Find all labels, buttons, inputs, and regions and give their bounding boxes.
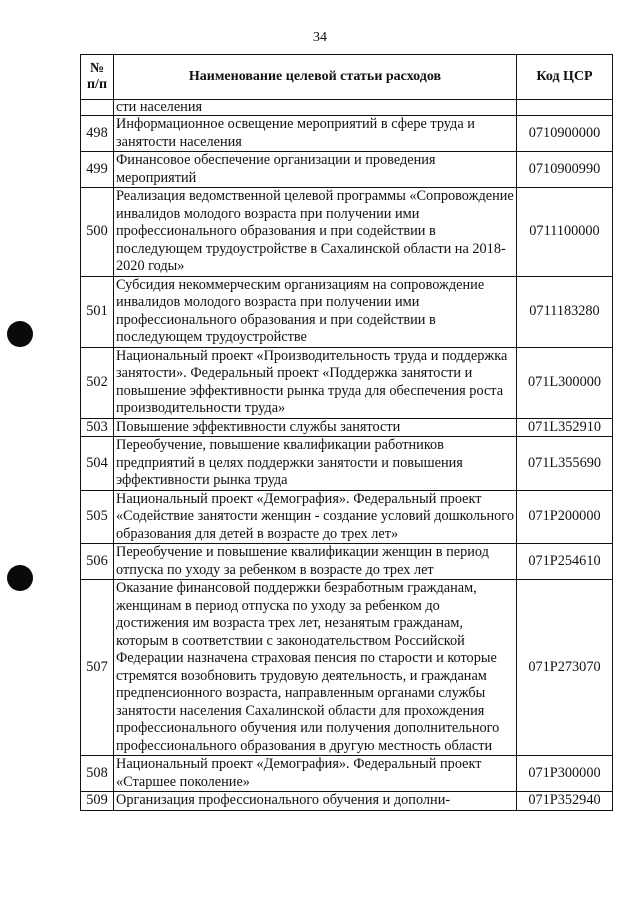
table-row	[81, 756, 613, 792]
table-row	[81, 152, 613, 188]
column-header-number	[81, 55, 114, 100]
table-cell-number: 498	[81, 116, 114, 152]
table-cell-name: Переобучение, повышение квалификации работников предприятий в целях поддержки занятости и повышения эффективности рынка труда	[114, 437, 517, 491]
table-cell-code: 071L355690	[517, 437, 613, 491]
table-cell-number: 506	[81, 544, 114, 580]
table-row	[81, 544, 613, 580]
punch-hole-mark	[7, 565, 33, 591]
table-row	[81, 418, 613, 437]
table-cell-name: Национальный проект «Демография». Федеральный проект «Старшее поколение»	[114, 756, 517, 792]
table-cell-name: Повышение эффективности службы занятости	[114, 418, 517, 437]
table-row	[81, 347, 613, 418]
table-row	[81, 792, 613, 811]
table-cell-code: 0711100000	[517, 188, 613, 277]
table-cell-number: 500	[81, 188, 114, 277]
table-cell-number: 502	[81, 347, 114, 418]
table-cell-number: 505	[81, 490, 114, 544]
column-header-number-line1: №	[89, 61, 105, 76]
table-cell-code: 071P254610	[517, 544, 613, 580]
table-cell-code: 071P273070	[517, 580, 613, 756]
table-cell-name: Финансовое обеспечение организации и проведения мероприятий	[114, 152, 517, 188]
table-row	[81, 490, 613, 544]
column-header-number-line2: п/п	[86, 77, 108, 92]
table-cell-code: 0710900000	[517, 116, 613, 152]
column-header-code: Код ЦСР	[517, 55, 613, 100]
table-cell-number: 501	[81, 276, 114, 347]
table-cell-code: 0710900990	[517, 152, 613, 188]
table-cell-name: Национальный проект «Производительность труда и поддержка занятости». Федеральный проект «Поддержка занятости и повышение эффективности рынка труда для обеспечения роста производительности труда»	[114, 347, 517, 418]
table-row	[81, 580, 613, 756]
table-cell-code: 071L352910	[517, 418, 613, 437]
table-cell-number	[81, 100, 114, 116]
punch-hole-mark	[7, 321, 33, 347]
column-header-name: Наименование целевой статьи расходов	[114, 55, 517, 100]
page-number: 34	[313, 30, 327, 45]
table-cell-name: сти населения	[114, 100, 517, 116]
table-cell-code: 071P352940	[517, 792, 613, 811]
table-cell-name: Реализация ведомственной целевой программы «Сопровождение инвалидов молодого возраста при получении ими профессионального образования и при содействии в последующем трудоустройстве в Сахалинской области на 2018-2020 годы»	[114, 188, 517, 277]
table-cell-number: 508	[81, 756, 114, 792]
table-cell-number: 504	[81, 437, 114, 491]
table-cell-number: 503	[81, 418, 114, 437]
table-cell-name: Субсидия некоммерческим организациям на сопровождение инвалидов молодого возраста при получении ими профессионального образования и при содействии в последующем трудоустройстве	[114, 276, 517, 347]
table-cell-name: Организация профессионального обучения и дополни-	[114, 792, 517, 811]
table-header-row	[81, 55, 613, 100]
table-row	[81, 116, 613, 152]
table-cell-code: 071L300000	[517, 347, 613, 418]
table-row	[81, 188, 613, 277]
table-row-continuation	[81, 100, 613, 116]
budget-classification-table	[80, 54, 613, 811]
table-cell-name: Информационное освещение мероприятий в сфере труда и занятости населения	[114, 116, 517, 152]
table-row	[81, 437, 613, 491]
table-cell-code: 071P300000	[517, 756, 613, 792]
table-cell-number: 509	[81, 792, 114, 811]
table-cell-code: 071P200000	[517, 490, 613, 544]
table-cell-number: 499	[81, 152, 114, 188]
table-cell-name: Национальный проект «Демография». Федеральный проект «Содействие занятости женщин - создание условий дошкольного образования для детей в возрасте до трех лет»	[114, 490, 517, 544]
table-row	[81, 276, 613, 347]
table-cell-name: Оказание финансовой поддержки безработным гражданам, женщинам в период отпуска по уходу за ребенком до достижения им возраста трех лет, незанятым гражданам, которым в соответствии с законодательством Российской Федерации назначена страховая пенсия по старости и которые стремятся возобновить трудовую деятельность, и гражданам предпенсионного возраста, направленным органами службы занятости населения Сахалинской области для прохождения профессионального обучения или получения дополнительного профессионального образования в другую местность области	[114, 580, 517, 756]
table-cell-code	[517, 100, 613, 116]
table-cell-name: Переобучение и повышение квалификации женщин в период отпуска по уходу за ребенком в возрасте до трех лет	[114, 544, 517, 580]
table-cell-code: 0711183280	[517, 276, 613, 347]
table-cell-number: 507	[81, 580, 114, 756]
